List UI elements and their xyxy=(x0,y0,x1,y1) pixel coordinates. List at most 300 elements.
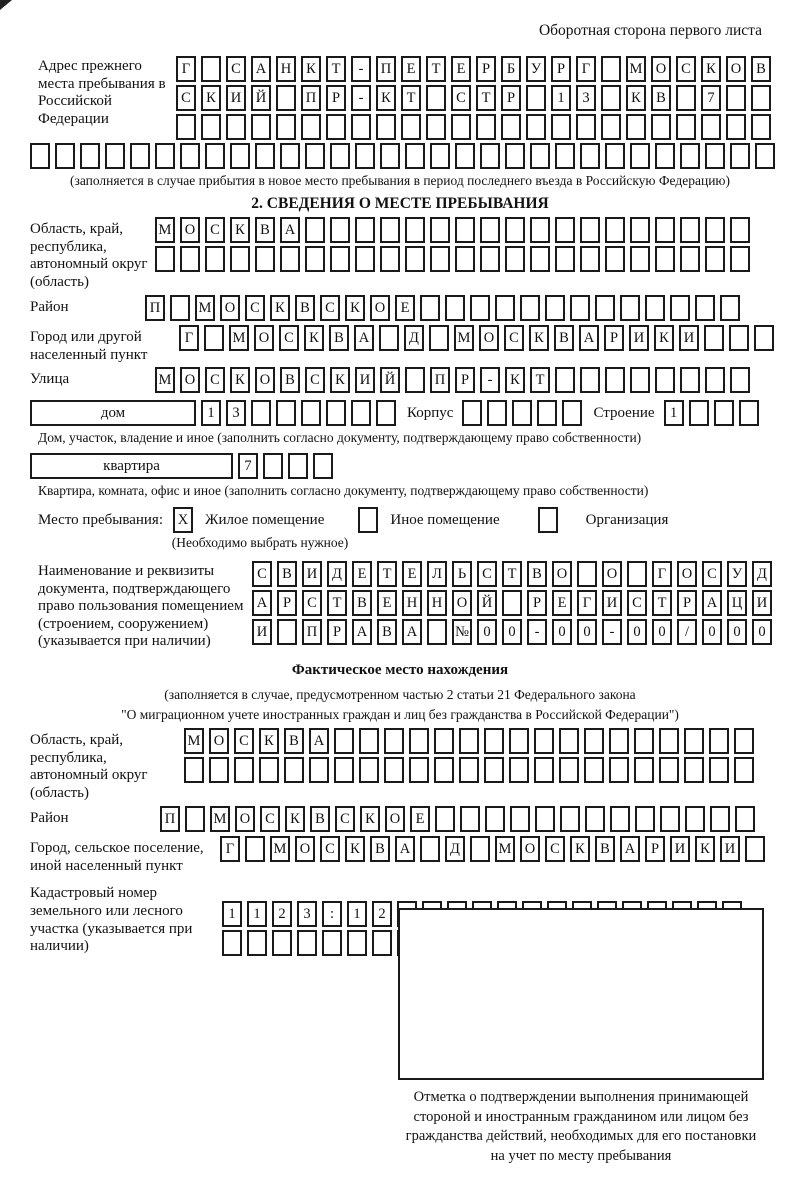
char-cell[interactable] xyxy=(470,836,490,862)
char-cell[interactable] xyxy=(734,728,754,754)
char-cell[interactable]: № xyxy=(452,619,472,645)
char-cell[interactable] xyxy=(630,217,650,243)
char-cell[interactable] xyxy=(535,806,555,832)
char-cell[interactable] xyxy=(445,295,465,321)
char-cell[interactable] xyxy=(729,325,749,351)
char-cell[interactable] xyxy=(351,400,371,426)
char-cell[interactable] xyxy=(580,143,600,169)
char-cell[interactable] xyxy=(355,217,375,243)
char-cell[interactable] xyxy=(730,367,750,393)
char-cell[interactable] xyxy=(180,143,200,169)
char-cell[interactable]: О xyxy=(552,561,572,587)
char-cell[interactable]: А xyxy=(251,56,271,82)
char-cell[interactable]: В xyxy=(370,836,390,862)
char-cell[interactable]: Д xyxy=(445,836,465,862)
char-cell[interactable] xyxy=(555,217,575,243)
char-cell[interactable]: М xyxy=(155,217,175,243)
char-cell[interactable] xyxy=(709,728,729,754)
char-cell[interactable]: О xyxy=(255,367,275,393)
char-cell[interactable] xyxy=(627,561,647,587)
char-cell[interactable]: М xyxy=(270,836,290,862)
char-cell[interactable] xyxy=(359,757,379,783)
char-cell[interactable] xyxy=(526,114,546,140)
char-cell[interactable] xyxy=(272,930,292,956)
char-cell[interactable]: И xyxy=(629,325,649,351)
char-cell[interactable]: К xyxy=(654,325,674,351)
char-cell[interactable] xyxy=(584,757,604,783)
char-cell[interactable]: А xyxy=(309,728,329,754)
char-cell[interactable] xyxy=(609,757,629,783)
char-cell[interactable]: С xyxy=(252,561,272,587)
char-cell[interactable]: 1 xyxy=(347,901,367,927)
char-cell[interactable] xyxy=(480,143,500,169)
char-cell[interactable] xyxy=(537,400,557,426)
char-cell[interactable]: В xyxy=(277,561,297,587)
char-cell[interactable] xyxy=(739,400,759,426)
char-cell[interactable]: М xyxy=(184,728,204,754)
char-cell[interactable]: В xyxy=(352,590,372,616)
char-cell[interactable] xyxy=(430,217,450,243)
char-cell[interactable] xyxy=(263,453,283,479)
char-cell[interactable] xyxy=(420,295,440,321)
char-cell[interactable]: С xyxy=(545,836,565,862)
char-cell[interactable] xyxy=(334,728,354,754)
char-cell[interactable] xyxy=(704,325,724,351)
char-cell[interactable]: 3 xyxy=(226,400,246,426)
char-cell[interactable]: О xyxy=(385,806,405,832)
char-cell[interactable] xyxy=(170,295,190,321)
char-cell[interactable] xyxy=(580,217,600,243)
char-cell[interactable]: С xyxy=(260,806,280,832)
char-cell[interactable] xyxy=(601,85,621,111)
char-cell[interactable] xyxy=(355,246,375,272)
char-cell[interactable] xyxy=(509,757,529,783)
char-cell[interactable] xyxy=(755,143,775,169)
char-cell[interactable]: С xyxy=(205,217,225,243)
char-cell[interactable]: Б xyxy=(501,56,521,82)
char-cell[interactable] xyxy=(710,806,730,832)
char-cell[interactable] xyxy=(605,143,625,169)
char-cell[interactable] xyxy=(459,757,479,783)
char-cell[interactable]: 1 xyxy=(247,901,267,927)
char-cell[interactable]: К xyxy=(360,806,380,832)
char-cell[interactable] xyxy=(651,114,671,140)
char-cell[interactable]: К xyxy=(259,728,279,754)
char-cell[interactable]: С xyxy=(627,590,647,616)
char-cell[interactable]: И xyxy=(355,367,375,393)
char-cell[interactable]: С xyxy=(245,295,265,321)
char-cell[interactable] xyxy=(480,217,500,243)
char-cell[interactable]: 2 xyxy=(272,901,292,927)
char-cell[interactable]: М xyxy=(626,56,646,82)
char-cell[interactable] xyxy=(680,217,700,243)
char-cell[interactable] xyxy=(595,295,615,321)
char-cell[interactable] xyxy=(560,806,580,832)
char-cell[interactable]: О xyxy=(295,836,315,862)
char-cell[interactable]: Й xyxy=(380,367,400,393)
char-cell[interactable] xyxy=(480,246,500,272)
char-cell[interactable] xyxy=(585,806,605,832)
stay-type-checkbox-residential[interactable] xyxy=(163,507,193,533)
char-cell[interactable]: О xyxy=(602,561,622,587)
char-cell[interactable]: Г xyxy=(179,325,199,351)
char-cell[interactable]: Р xyxy=(455,367,475,393)
char-cell[interactable] xyxy=(459,728,479,754)
char-cell[interactable] xyxy=(502,590,522,616)
char-cell[interactable] xyxy=(605,367,625,393)
char-cell[interactable] xyxy=(534,728,554,754)
char-cell[interactable] xyxy=(426,114,446,140)
char-cell[interactable] xyxy=(326,114,346,140)
char-cell[interactable]: В xyxy=(751,56,771,82)
char-cell[interactable] xyxy=(484,728,504,754)
stay-type-checkbox-organization[interactable] xyxy=(528,507,558,533)
char-cell[interactable] xyxy=(660,806,680,832)
char-cell[interactable] xyxy=(430,246,450,272)
char-cell[interactable] xyxy=(379,325,399,351)
char-cell[interactable]: Н xyxy=(276,56,296,82)
char-cell[interactable] xyxy=(510,806,530,832)
char-cell[interactable] xyxy=(297,930,317,956)
char-cell[interactable] xyxy=(434,728,454,754)
char-cell[interactable]: 1 xyxy=(201,400,221,426)
char-cell[interactable]: У xyxy=(727,561,747,587)
char-cell[interactable]: К xyxy=(701,56,721,82)
char-cell[interactable]: В xyxy=(527,561,547,587)
char-cell[interactable] xyxy=(551,114,571,140)
char-cell[interactable]: Р xyxy=(645,836,665,862)
char-cell[interactable] xyxy=(55,143,75,169)
char-cell[interactable]: М xyxy=(210,806,230,832)
char-cell[interactable]: В xyxy=(280,367,300,393)
char-cell[interactable]: Е xyxy=(402,561,422,587)
char-cell[interactable] xyxy=(689,400,709,426)
char-cell[interactable] xyxy=(185,806,205,832)
char-cell[interactable]: Т xyxy=(327,590,347,616)
char-cell[interactable]: Т xyxy=(377,561,397,587)
char-cell[interactable] xyxy=(705,217,725,243)
char-cell[interactable]: С xyxy=(676,56,696,82)
char-cell[interactable] xyxy=(280,246,300,272)
char-cell[interactable]: 0 xyxy=(552,619,572,645)
char-cell[interactable]: Й xyxy=(251,85,271,111)
char-cell[interactable]: И xyxy=(720,836,740,862)
char-cell[interactable] xyxy=(401,114,421,140)
char-cell[interactable] xyxy=(609,728,629,754)
char-cell[interactable] xyxy=(530,217,550,243)
char-cell[interactable]: Ь xyxy=(452,561,472,587)
char-cell[interactable] xyxy=(680,367,700,393)
char-cell[interactable]: Р xyxy=(604,325,624,351)
char-cell[interactable]: О xyxy=(254,325,274,351)
char-cell[interactable]: К xyxy=(285,806,305,832)
char-cell[interactable] xyxy=(555,246,575,272)
char-cell[interactable]: П xyxy=(302,619,322,645)
char-cell[interactable]: И xyxy=(252,619,272,645)
char-cell[interactable] xyxy=(451,114,471,140)
char-cell[interactable]: У xyxy=(526,56,546,82)
char-cell[interactable] xyxy=(30,143,50,169)
char-cell[interactable]: К xyxy=(695,836,715,862)
char-cell[interactable] xyxy=(105,143,125,169)
char-cell[interactable] xyxy=(605,246,625,272)
char-cell[interactable] xyxy=(351,114,371,140)
char-cell[interactable]: П xyxy=(160,806,180,832)
char-cell[interactable]: И xyxy=(302,561,322,587)
char-cell[interactable] xyxy=(509,728,529,754)
char-cell[interactable]: К xyxy=(570,836,590,862)
char-cell[interactable] xyxy=(659,728,679,754)
char-cell[interactable]: О xyxy=(180,367,200,393)
char-cell[interactable] xyxy=(180,246,200,272)
char-cell[interactable]: 0 xyxy=(502,619,522,645)
char-cell[interactable] xyxy=(384,728,404,754)
char-cell[interactable]: К xyxy=(376,85,396,111)
char-cell[interactable]: Р xyxy=(327,619,347,645)
char-cell[interactable] xyxy=(409,757,429,783)
char-cell[interactable] xyxy=(601,56,621,82)
char-cell[interactable] xyxy=(634,757,654,783)
char-cell[interactable] xyxy=(635,806,655,832)
char-cell[interactable] xyxy=(487,400,507,426)
char-cell[interactable] xyxy=(705,246,725,272)
char-cell[interactable]: X xyxy=(173,507,193,533)
char-cell[interactable] xyxy=(584,728,604,754)
char-cell[interactable]: Р xyxy=(476,56,496,82)
char-cell[interactable]: Р xyxy=(677,590,697,616)
char-cell[interactable] xyxy=(705,367,725,393)
char-cell[interactable]: Т xyxy=(476,85,496,111)
char-cell[interactable]: Е xyxy=(401,56,421,82)
char-cell[interactable] xyxy=(204,325,224,351)
char-cell[interactable]: 2 xyxy=(372,901,392,927)
char-cell[interactable]: О xyxy=(235,806,255,832)
char-cell[interactable] xyxy=(205,143,225,169)
char-cell[interactable]: О xyxy=(370,295,390,321)
char-cell[interactable] xyxy=(426,85,446,111)
char-cell[interactable]: И xyxy=(602,590,622,616)
char-cell[interactable] xyxy=(645,295,665,321)
char-cell[interactable]: М xyxy=(454,325,474,351)
char-cell[interactable] xyxy=(530,246,550,272)
char-cell[interactable] xyxy=(580,246,600,272)
char-cell[interactable]: П xyxy=(376,56,396,82)
char-cell[interactable]: А xyxy=(620,836,640,862)
char-cell[interactable]: Ц xyxy=(727,590,747,616)
char-cell[interactable] xyxy=(460,806,480,832)
char-cell[interactable] xyxy=(430,143,450,169)
char-cell[interactable]: 1 xyxy=(664,400,684,426)
char-cell[interactable]: К xyxy=(345,295,365,321)
char-cell[interactable] xyxy=(485,806,505,832)
char-cell[interactable]: О xyxy=(180,217,200,243)
char-cell[interactable]: Д xyxy=(752,561,772,587)
char-cell[interactable] xyxy=(655,217,675,243)
char-cell[interactable] xyxy=(570,295,590,321)
char-cell[interactable]: Е xyxy=(410,806,430,832)
char-cell[interactable]: - xyxy=(527,619,547,645)
char-cell[interactable] xyxy=(476,114,496,140)
char-cell[interactable]: Т xyxy=(652,590,672,616)
char-cell[interactable] xyxy=(745,836,765,862)
char-cell[interactable]: 7 xyxy=(238,453,258,479)
char-cell[interactable] xyxy=(222,930,242,956)
char-cell[interactable] xyxy=(376,400,396,426)
char-cell[interactable] xyxy=(659,757,679,783)
char-cell[interactable] xyxy=(234,757,254,783)
char-cell[interactable]: Р xyxy=(277,590,297,616)
char-cell[interactable]: Р xyxy=(551,56,571,82)
char-cell[interactable] xyxy=(372,930,392,956)
char-cell[interactable]: А xyxy=(395,836,415,862)
char-cell[interactable] xyxy=(80,143,100,169)
char-cell[interactable] xyxy=(255,246,275,272)
char-cell[interactable]: С xyxy=(320,295,340,321)
char-cell[interactable]: О xyxy=(677,561,697,587)
char-cell[interactable] xyxy=(435,806,455,832)
char-cell[interactable] xyxy=(176,114,196,140)
char-cell[interactable]: С xyxy=(176,85,196,111)
char-cell[interactable] xyxy=(526,85,546,111)
char-cell[interactable]: Г xyxy=(176,56,196,82)
char-cell[interactable]: / xyxy=(677,619,697,645)
char-cell[interactable]: - xyxy=(602,619,622,645)
char-cell[interactable]: С xyxy=(279,325,299,351)
char-cell[interactable]: А xyxy=(402,619,422,645)
char-cell[interactable] xyxy=(230,143,250,169)
char-cell[interactable] xyxy=(751,85,771,111)
char-cell[interactable] xyxy=(276,114,296,140)
char-cell[interactable]: К xyxy=(301,56,321,82)
char-cell[interactable]: 1 xyxy=(222,901,242,927)
char-cell[interactable]: С xyxy=(302,590,322,616)
char-cell[interactable] xyxy=(251,114,271,140)
char-cell[interactable] xyxy=(201,56,221,82)
char-cell[interactable]: Н xyxy=(402,590,422,616)
char-cell[interactable]: : xyxy=(322,901,342,927)
char-cell[interactable]: К xyxy=(330,367,350,393)
char-cell[interactable]: Р xyxy=(501,85,521,111)
char-cell[interactable] xyxy=(301,400,321,426)
char-cell[interactable] xyxy=(155,246,175,272)
char-cell[interactable]: М xyxy=(495,836,515,862)
char-cell[interactable] xyxy=(630,246,650,272)
char-cell[interactable]: О xyxy=(726,56,746,82)
char-cell[interactable] xyxy=(355,143,375,169)
char-cell[interactable] xyxy=(701,114,721,140)
char-cell[interactable] xyxy=(705,143,725,169)
char-cell[interactable]: К xyxy=(626,85,646,111)
char-cell[interactable] xyxy=(714,400,734,426)
char-cell[interactable] xyxy=(634,728,654,754)
char-cell[interactable] xyxy=(280,143,300,169)
char-cell[interactable] xyxy=(655,367,675,393)
char-cell[interactable] xyxy=(277,619,297,645)
char-cell[interactable] xyxy=(601,114,621,140)
char-cell[interactable]: Г xyxy=(220,836,240,862)
char-cell[interactable] xyxy=(359,728,379,754)
char-cell[interactable] xyxy=(309,757,329,783)
char-cell[interactable]: С xyxy=(504,325,524,351)
char-cell[interactable] xyxy=(545,295,565,321)
char-cell[interactable]: С xyxy=(702,561,722,587)
char-cell[interactable] xyxy=(380,143,400,169)
char-cell[interactable]: С xyxy=(305,367,325,393)
char-cell[interactable] xyxy=(380,217,400,243)
char-cell[interactable] xyxy=(730,246,750,272)
char-cell[interactable]: П xyxy=(301,85,321,111)
char-cell[interactable] xyxy=(559,728,579,754)
char-cell[interactable]: 0 xyxy=(477,619,497,645)
char-cell[interactable] xyxy=(380,246,400,272)
char-cell[interactable]: М xyxy=(229,325,249,351)
char-cell[interactable]: А xyxy=(280,217,300,243)
char-cell[interactable]: Т xyxy=(401,85,421,111)
char-cell[interactable] xyxy=(695,295,715,321)
char-cell[interactable] xyxy=(322,930,342,956)
stay-type-checkbox-other[interactable] xyxy=(348,507,378,533)
char-cell[interactable] xyxy=(305,246,325,272)
char-cell[interactable] xyxy=(501,114,521,140)
char-cell[interactable]: 3 xyxy=(576,85,596,111)
char-cell[interactable] xyxy=(505,217,525,243)
char-cell[interactable] xyxy=(577,561,597,587)
char-cell[interactable]: И xyxy=(670,836,690,862)
char-cell[interactable] xyxy=(226,114,246,140)
char-cell[interactable]: Г xyxy=(577,590,597,616)
char-cell[interactable] xyxy=(670,295,690,321)
char-cell[interactable]: А xyxy=(702,590,722,616)
char-cell[interactable] xyxy=(376,114,396,140)
char-cell[interactable]: Е xyxy=(377,590,397,616)
char-cell[interactable] xyxy=(405,367,425,393)
char-cell[interactable]: К xyxy=(230,367,250,393)
char-cell[interactable]: А xyxy=(354,325,374,351)
char-cell[interactable] xyxy=(484,757,504,783)
char-cell[interactable]: П xyxy=(145,295,165,321)
char-cell[interactable]: - xyxy=(351,56,371,82)
char-cell[interactable] xyxy=(655,143,675,169)
char-cell[interactable]: В xyxy=(651,85,671,111)
char-cell[interactable] xyxy=(455,143,475,169)
char-cell[interactable]: С xyxy=(335,806,355,832)
char-cell[interactable]: П xyxy=(430,367,450,393)
char-cell[interactable] xyxy=(685,806,705,832)
char-cell[interactable] xyxy=(288,453,308,479)
char-cell[interactable] xyxy=(709,757,729,783)
char-cell[interactable]: А xyxy=(579,325,599,351)
char-cell[interactable]: 0 xyxy=(577,619,597,645)
char-cell[interactable] xyxy=(155,143,175,169)
char-cell[interactable] xyxy=(655,246,675,272)
char-cell[interactable] xyxy=(620,295,640,321)
char-cell[interactable] xyxy=(276,85,296,111)
char-cell[interactable] xyxy=(405,143,425,169)
char-cell[interactable] xyxy=(730,217,750,243)
char-cell[interactable]: Д xyxy=(327,561,347,587)
char-cell[interactable]: 0 xyxy=(702,619,722,645)
char-cell[interactable] xyxy=(230,246,250,272)
char-cell[interactable] xyxy=(251,400,271,426)
char-cell[interactable] xyxy=(730,143,750,169)
char-cell[interactable]: - xyxy=(351,85,371,111)
char-cell[interactable]: Н xyxy=(427,590,447,616)
char-cell[interactable]: 1 xyxy=(551,85,571,111)
char-cell[interactable] xyxy=(470,295,490,321)
char-cell[interactable]: В xyxy=(329,325,349,351)
char-cell[interactable] xyxy=(305,143,325,169)
char-cell[interactable] xyxy=(684,757,704,783)
